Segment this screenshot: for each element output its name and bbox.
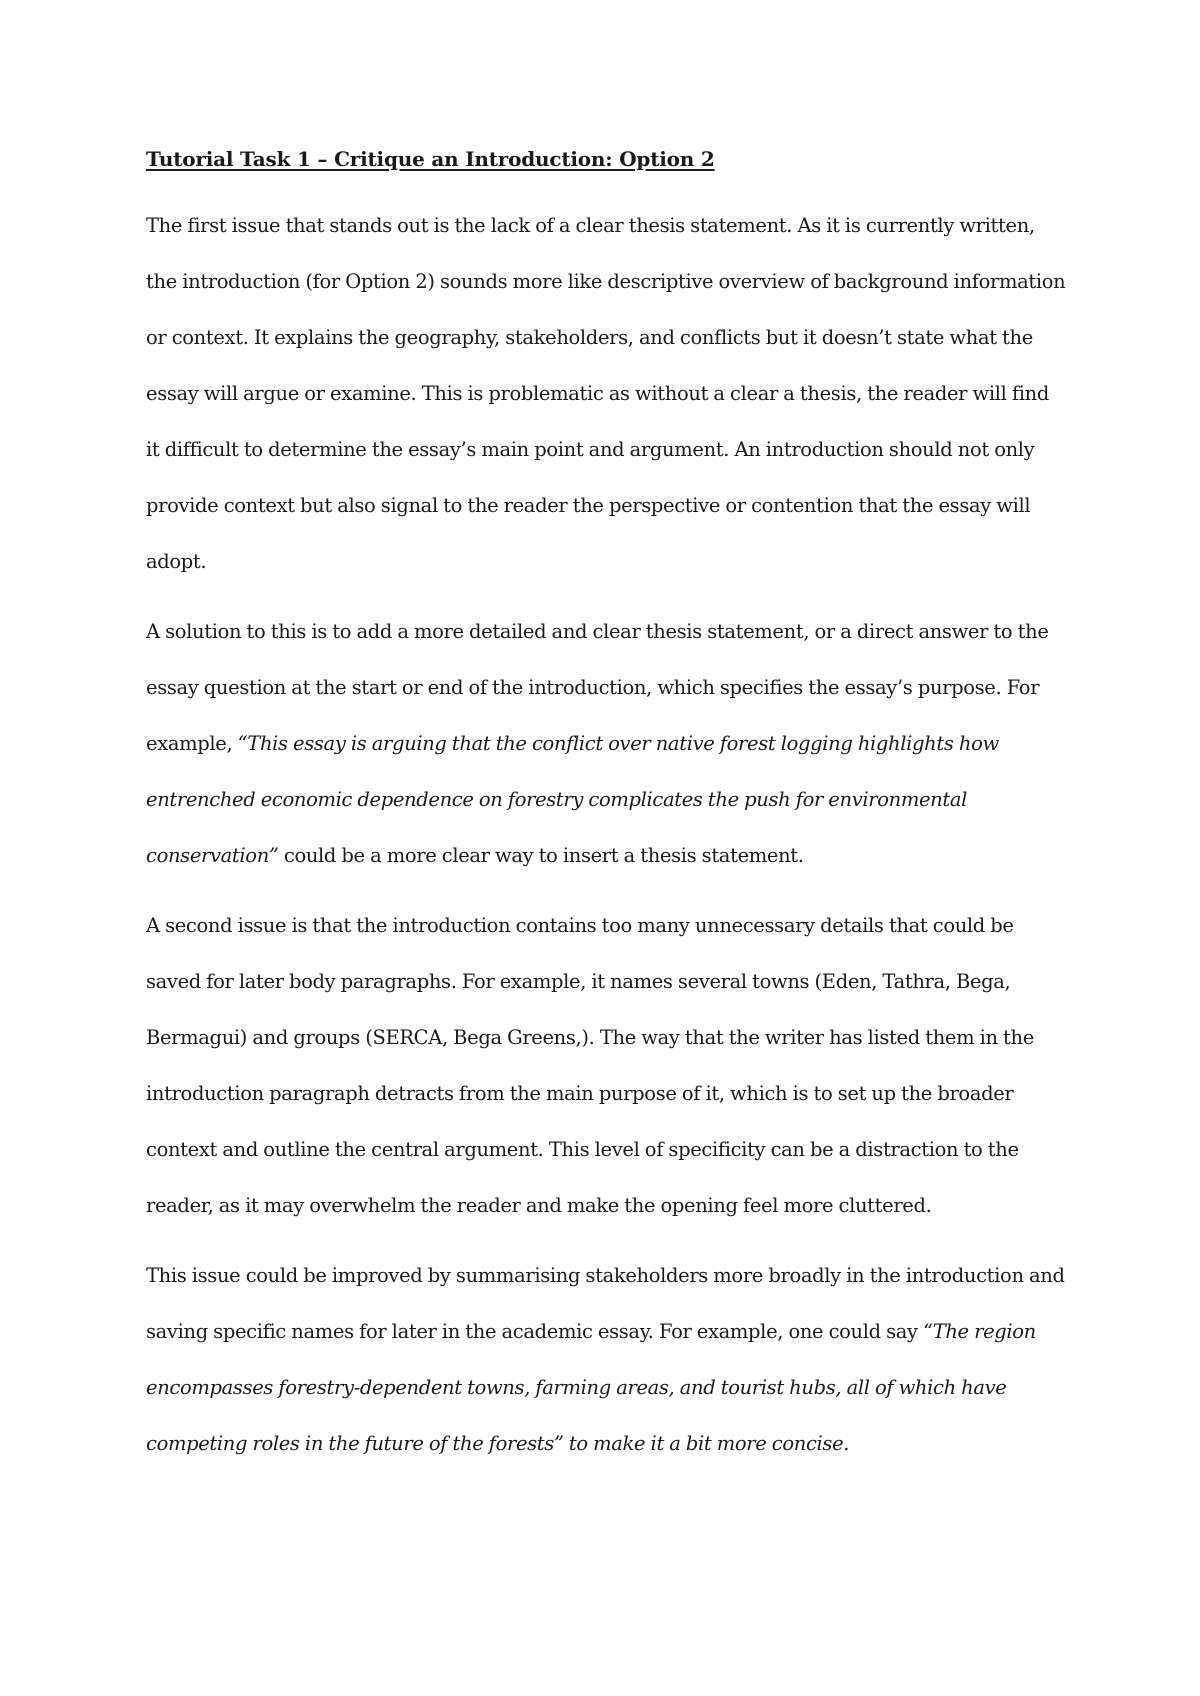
paragraph-text: The first issue that stands out is the lack of a clear thesis statement. As it is currently written, the introduction (for Option 2) sounds more like descriptive overview of background information or context. It explains the geography, stakeholders, and conflicts but it doesn’t state what the essay will argue or examine. This is problematic as without a clear a thesis, the reader will find it difficult to determine the essay’s main point and argument. An introduction should not only provide context but also signal to the reader the perspective or contention that the essay will adopt. [146, 214, 1066, 573]
paragraph-detail-issue [146, 898, 1066, 1234]
document-title: Tutorial Task 1 – Critique an Introduction: Option 2 [146, 147, 715, 171]
example-summary-quote: “The region encompasses forestry-dependent towns, farming areas, and tourist hubs, all of which have competing roles in the future of the forests” to make it a bit more concise. [146, 1320, 1036, 1455]
document-body [146, 142, 1066, 1486]
paragraph-thesis-solution [146, 604, 1066, 884]
paragraph-text: could be a more clear way to insert a thesis statement. [278, 844, 804, 867]
example-thesis-quote: “This essay is arguing that the conflict over native forest logging highlights how entrenched economic dependence on forestry complicates the push for environmental conservation” [146, 732, 999, 867]
paragraph-thesis-issue [146, 198, 1066, 590]
paragraph-text: A solution to this is to add a more detailed and clear thesis statement, or a direct answer to the essay question at the start or end of the introduction, which specifies the essay’s purpose. For example, [146, 620, 1049, 755]
paragraph-text: A second issue is that the introduction contains too many unnecessary details that could be saved for later body paragraphs. For example, it names several towns (Eden, Tathra, Bega, Bermagui) and groups (SERCA, Bega Greens,). The way that the writer has listed them in the introduction paragraph detracts from the main purpose of it, which is to set up the broader context and outline the central argument. This level of specificity can be a distraction to the reader, as it may overwhelm the reader and make the opening feel more cluttered. [146, 914, 1034, 1217]
paragraph-detail-solution [146, 1248, 1066, 1472]
paragraph-text: This issue could be improved by summarising stakeholders more broadly in the introduction and saving specific names for later in the academic essay. For example, one could say [146, 1264, 1065, 1343]
